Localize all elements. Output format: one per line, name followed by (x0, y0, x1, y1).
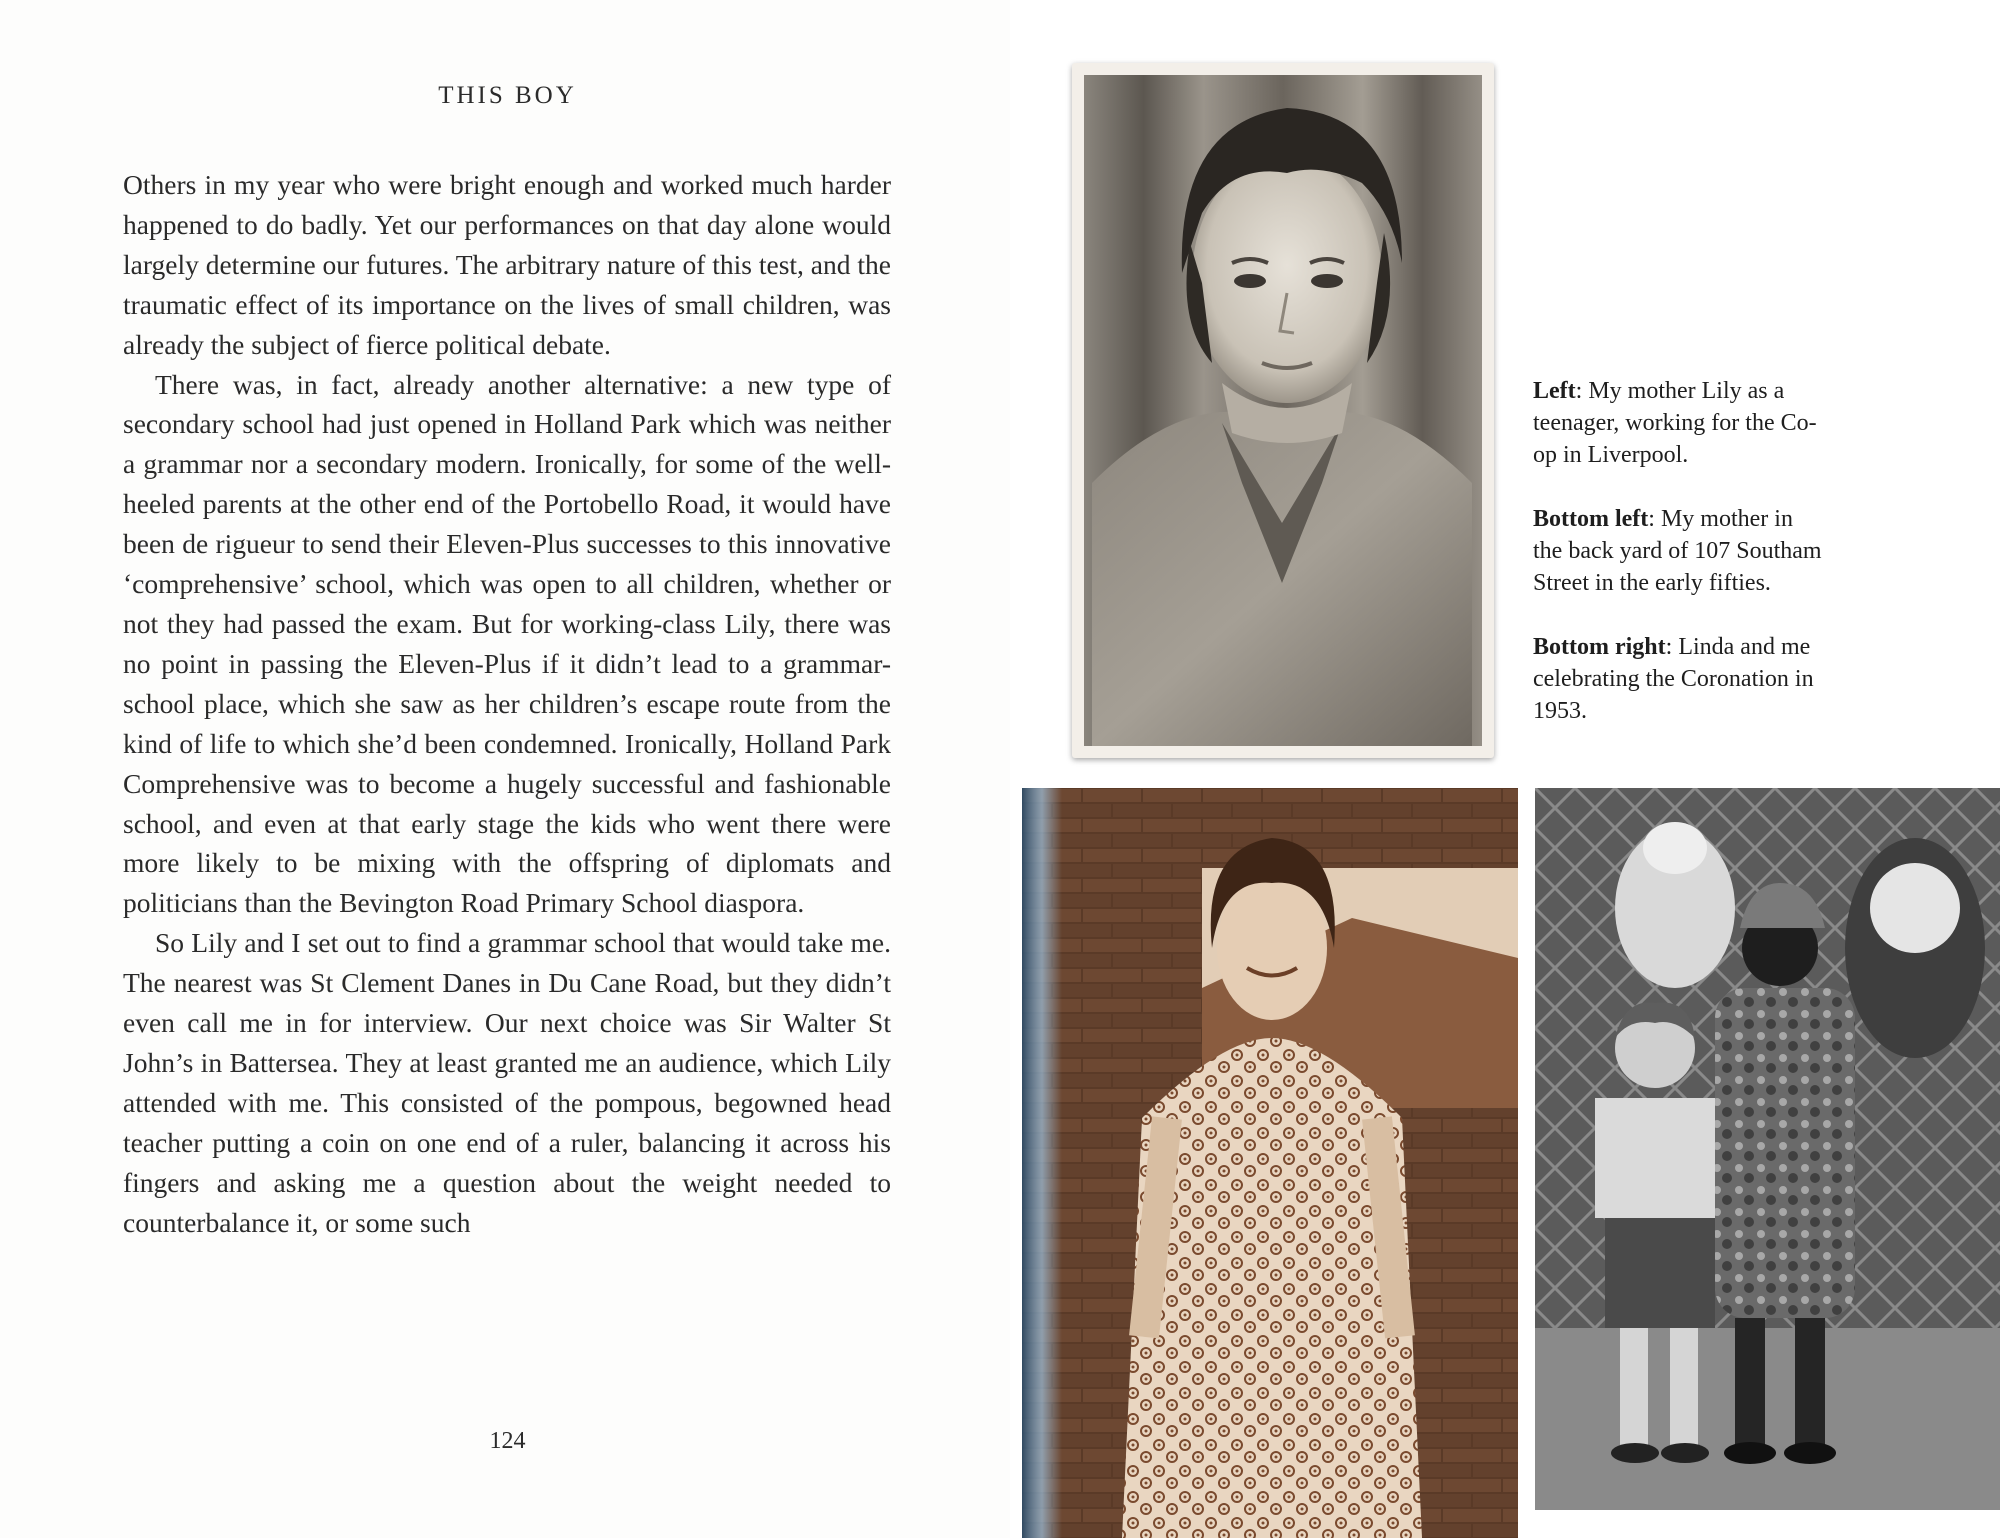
photo-coronation-children (1535, 788, 2000, 1510)
coronation-photo-image (1535, 788, 2000, 1510)
caption-left (1533, 375, 1823, 471)
photo-captions (1533, 375, 1823, 759)
paragraph: So Lily and I set out to find a grammar school that would take me. The nearest was St Clement Danes in Du Cane Road, but they didn’t even call me in for interview. Our next choice was Sir Walter St John’s in Battersea. They at least granted me an audience, which Lily attended with me. This consisted of the pompous, begowned head teacher putting a coin on one end of a ruler, balancing it across his fingers and asking me a question about the weight needed to counterbalance it, or some such (123, 927, 891, 1238)
running-head: THIS BOY (438, 82, 577, 109)
caption-text: : My mother in the back yard of 107 Southam Street in the early fifties. (1533, 506, 1822, 596)
caption-label: Bottom right (1533, 634, 1666, 660)
backyard-photo-image (1022, 788, 1518, 1538)
caption-bottom-right (1533, 631, 1823, 727)
right-page (1010, 0, 2000, 1538)
caption-text: : Linda and me celebrating the Coronation in 1953. (1533, 634, 1814, 724)
paragraph: Others in my year who were bright enough and worked much harder happened to do badly. Yet our performances on that day alone would largely determine our futures. The arbitrary nature of this test, and the traumatic effect of its importance on the lives of small children, was already the subject of fierce political debate. (123, 169, 891, 360)
caption-bottom-left (1533, 503, 1823, 599)
body-text (123, 165, 891, 1242)
portrait-photo-image (1072, 63, 1494, 758)
caption-label: Bottom left (1533, 506, 1649, 532)
caption-text: : My mother Lily as a teenager, working for the Co-op in Liverpool. (1533, 378, 1817, 468)
photo-lily-backyard (1022, 788, 1518, 1538)
page-number: 124 (489, 1428, 526, 1454)
caption-label: Left (1533, 378, 1576, 404)
portrait-photo-lily-teenager (1072, 63, 1494, 758)
paragraph: There was, in fact, already another alternative: a new type of secondary school had just opened in Holland Park which was neither a grammar nor a secondary modern. Ironically, for some of the well-heeled parents at the other end of the Portobello Road, it would have been de rigueur to send their Eleven-Plus successes to this innovative ‘comprehensive’ school, which was open to all children, whether or not they had passed the exam. But for working-class Lily, there was no point in passing the Eleven-Plus if it didn’t lead to a grammar-school place, which she saw as her children’s escape route from the kind of life to which she’d been condemned. Ironically, Holland Park Comprehensive was to become a hugely successful and fashionable school, and even at that early stage the kids who went there were more likely to be mixing with the offspring of diplomats and politicians than the Bevington Road Primary School diaspora. (123, 368, 891, 919)
